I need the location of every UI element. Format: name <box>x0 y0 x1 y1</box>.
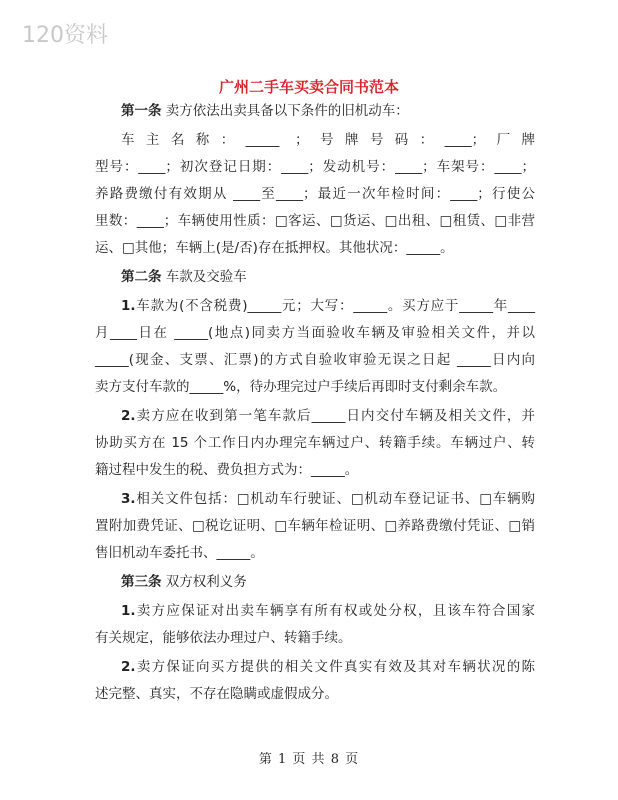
line-text: 卖方支付车款的_____%，待办理完过户手续后再即时支付剩余车款。 <box>95 379 507 395</box>
line-text: 籍过程中发生的税、费负担方式为：_____。 <box>95 462 359 478</box>
text-line <box>121 131 535 149</box>
text-line <box>95 685 535 703</box>
text-line <box>95 324 535 342</box>
line-text: 车款为(不含税费)_____元；大写：_____。买方应于_____年____ <box>135 298 535 314</box>
text-line <box>95 461 535 479</box>
line-text: 双方权利义务 <box>161 574 247 590</box>
line-text: 协助买方在 15 个工作日内办理完车辆过户、转籍手续。车辆过户、转 <box>95 435 535 451</box>
text-line <box>121 658 535 676</box>
clause-heading: 2. <box>121 659 136 675</box>
text-line <box>95 158 535 176</box>
clause-heading: 1. <box>121 298 136 314</box>
text-line <box>121 268 535 286</box>
line-text: 售旧机动车委托书、_____。 <box>95 545 264 561</box>
line-text: 置附加费凭证、□税讫证明、□车辆年检证明、□养路费缴付凭证、□销 <box>95 518 535 534</box>
text-line <box>121 297 535 315</box>
line-text: 车主名称：_____ ；号牌号码：____；厂牌 <box>121 132 535 148</box>
text-line <box>95 212 535 230</box>
clause-heading: 第二条 <box>121 269 162 285</box>
text-line <box>95 434 535 452</box>
line-text: 卖方依法出卖具备以下条件的旧机动车： <box>161 103 409 119</box>
text-line <box>95 629 535 647</box>
text-line <box>95 378 535 396</box>
line-text: 相关文件包括：□机动车行驶证、□机动车登记证书、□车辆购 <box>135 491 535 507</box>
text-line <box>95 517 535 535</box>
text-line <box>121 490 535 508</box>
page-footer: 第 1 页 共 8 页 <box>258 752 360 767</box>
line-text: 型号：____；初次登记日期：____；发动机号：____；车架号：____； <box>95 159 535 175</box>
text-line <box>95 185 535 203</box>
line-text: 有关规定，能够依法办理过户、转籍手续。 <box>95 630 352 646</box>
clause-heading: 1. <box>121 603 136 619</box>
clause-heading: 2. <box>121 408 136 424</box>
clause-heading: 3. <box>121 491 136 507</box>
line-text: 述完整、真实，不存在隐瞒或虚假成分。 <box>95 686 338 702</box>
text-line <box>121 573 535 591</box>
text-line <box>95 351 535 369</box>
text-line <box>121 102 535 120</box>
line-text: 车款及交验车 <box>161 269 247 285</box>
document-title: 广州二手车买卖合同书范本 <box>218 78 399 96</box>
clause-heading: 第一条 <box>121 103 162 119</box>
line-text: 里数：____；车辆使用性质：□客运、□货运、□出租、□租赁、□非营 <box>95 213 535 229</box>
watermark-logo: 120资料 <box>22 23 108 48</box>
line-text: 养路费缴付有效期从 ____至____；最近一次年检时间：____；行使公 <box>95 186 535 202</box>
text-line <box>95 239 535 257</box>
line-text: 卖方保证向买方提供的相关文件真实有效及其对车辆状况的陈 <box>135 659 535 675</box>
text-line <box>121 602 535 620</box>
line-text: 运、□其他；车辆上(是/否)存在抵押权。其他状况：_____。 <box>95 240 454 256</box>
clause-heading: 第三条 <box>121 574 162 590</box>
line-text: 卖方应保证对出卖车辆享有所有权或处分权，且该车符合国家 <box>135 603 535 619</box>
line-text: _____(现金、支票、汇票)的方式自验收审验无误之日起 _____日内向 <box>95 352 535 368</box>
line-text: 卖方应在收到第一笔车款后_____日内交付车辆及相关文件，并 <box>135 408 535 424</box>
text-line <box>95 544 535 562</box>
line-text: 月____日在 _____(地点)同卖方当面验收车辆及审验相关文件，并以 <box>95 325 535 341</box>
text-line <box>121 407 535 425</box>
